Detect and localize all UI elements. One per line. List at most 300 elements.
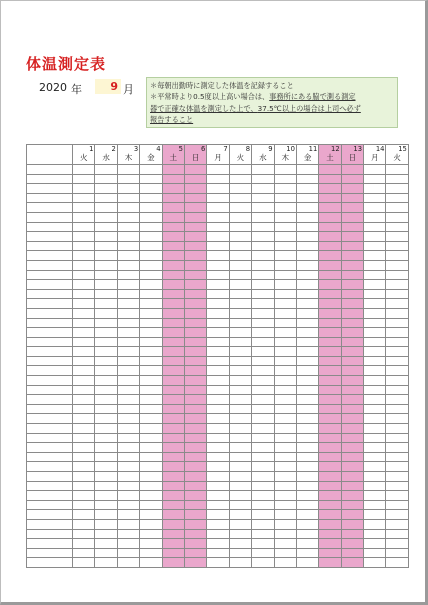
temperature-cell[interactable] [73, 270, 95, 280]
temperature-cell[interactable] [184, 251, 206, 261]
name-cell[interactable] [27, 328, 73, 338]
temperature-cell[interactable] [117, 251, 139, 261]
temperature-cell[interactable] [207, 452, 229, 462]
temperature-cell[interactable] [296, 481, 318, 491]
temperature-cell[interactable] [117, 318, 139, 328]
name-cell[interactable] [27, 424, 73, 434]
temperature-cell[interactable] [296, 539, 318, 549]
temperature-cell[interactable] [207, 424, 229, 434]
temperature-cell[interactable] [274, 241, 296, 251]
temperature-cell[interactable] [341, 548, 363, 558]
temperature-cell[interactable] [207, 462, 229, 472]
temperature-cell[interactable] [73, 529, 95, 539]
temperature-cell[interactable] [162, 299, 184, 309]
temperature-cell[interactable] [140, 280, 162, 290]
temperature-cell[interactable] [184, 385, 206, 395]
temperature-cell[interactable] [274, 260, 296, 270]
temperature-cell[interactable] [319, 433, 341, 443]
temperature-cell[interactable] [207, 366, 229, 376]
name-cell[interactable] [27, 481, 73, 491]
temperature-cell[interactable] [73, 174, 95, 184]
temperature-cell[interactable] [140, 404, 162, 414]
temperature-cell[interactable] [229, 193, 251, 203]
temperature-cell[interactable] [162, 548, 184, 558]
temperature-cell[interactable] [95, 184, 117, 194]
name-cell[interactable] [27, 308, 73, 318]
temperature-cell[interactable] [73, 347, 95, 357]
temperature-cell[interactable] [95, 308, 117, 318]
temperature-cell[interactable] [207, 510, 229, 520]
temperature-cell[interactable] [117, 260, 139, 270]
temperature-cell[interactable] [319, 289, 341, 299]
temperature-cell[interactable] [386, 308, 408, 318]
temperature-cell[interactable] [140, 385, 162, 395]
temperature-cell[interactable] [229, 424, 251, 434]
temperature-cell[interactable] [364, 241, 386, 251]
temperature-cell[interactable] [252, 174, 274, 184]
temperature-cell[interactable] [229, 404, 251, 414]
temperature-cell[interactable] [252, 385, 274, 395]
temperature-cell[interactable] [184, 203, 206, 213]
temperature-cell[interactable] [73, 481, 95, 491]
temperature-cell[interactable] [184, 337, 206, 347]
temperature-cell[interactable] [319, 241, 341, 251]
temperature-cell[interactable] [296, 366, 318, 376]
temperature-cell[interactable] [274, 433, 296, 443]
temperature-cell[interactable] [341, 318, 363, 328]
temperature-cell[interactable] [117, 491, 139, 501]
temperature-cell[interactable] [319, 481, 341, 491]
temperature-cell[interactable] [229, 491, 251, 501]
temperature-cell[interactable] [207, 529, 229, 539]
temperature-cell[interactable] [341, 222, 363, 232]
temperature-cell[interactable] [274, 385, 296, 395]
temperature-cell[interactable] [73, 203, 95, 213]
temperature-cell[interactable] [140, 328, 162, 338]
temperature-cell[interactable] [140, 337, 162, 347]
name-cell[interactable] [27, 337, 73, 347]
temperature-cell[interactable] [207, 539, 229, 549]
temperature-cell[interactable] [117, 366, 139, 376]
temperature-cell[interactable] [73, 491, 95, 501]
temperature-cell[interactable] [140, 510, 162, 520]
temperature-cell[interactable] [386, 529, 408, 539]
temperature-cell[interactable] [386, 270, 408, 280]
temperature-cell[interactable] [274, 548, 296, 558]
temperature-cell[interactable] [207, 385, 229, 395]
temperature-cell[interactable] [184, 270, 206, 280]
temperature-cell[interactable] [140, 260, 162, 270]
temperature-cell[interactable] [117, 443, 139, 453]
temperature-cell[interactable] [296, 433, 318, 443]
temperature-cell[interactable] [162, 337, 184, 347]
temperature-cell[interactable] [229, 452, 251, 462]
temperature-cell[interactable] [162, 347, 184, 357]
name-cell[interactable] [27, 366, 73, 376]
temperature-cell[interactable] [184, 212, 206, 222]
temperature-cell[interactable] [386, 222, 408, 232]
temperature-cell[interactable] [252, 222, 274, 232]
name-cell[interactable] [27, 260, 73, 270]
temperature-cell[interactable] [296, 222, 318, 232]
temperature-cell[interactable] [162, 328, 184, 338]
temperature-cell[interactable] [162, 376, 184, 386]
temperature-cell[interactable] [117, 510, 139, 520]
temperature-cell[interactable] [117, 212, 139, 222]
temperature-cell[interactable] [73, 539, 95, 549]
temperature-cell[interactable] [117, 174, 139, 184]
temperature-cell[interactable] [386, 510, 408, 520]
temperature-cell[interactable] [207, 280, 229, 290]
temperature-cell[interactable] [341, 251, 363, 261]
temperature-cell[interactable] [207, 558, 229, 568]
temperature-cell[interactable] [162, 510, 184, 520]
temperature-cell[interactable] [364, 404, 386, 414]
temperature-cell[interactable] [296, 395, 318, 405]
temperature-cell[interactable] [207, 203, 229, 213]
temperature-cell[interactable] [364, 289, 386, 299]
temperature-cell[interactable] [117, 376, 139, 386]
temperature-cell[interactable] [207, 193, 229, 203]
temperature-cell[interactable] [296, 529, 318, 539]
temperature-cell[interactable] [296, 424, 318, 434]
temperature-cell[interactable] [274, 289, 296, 299]
temperature-cell[interactable] [140, 270, 162, 280]
temperature-cell[interactable] [319, 395, 341, 405]
temperature-cell[interactable] [364, 519, 386, 529]
temperature-cell[interactable] [207, 328, 229, 338]
temperature-cell[interactable] [140, 184, 162, 194]
temperature-cell[interactable] [252, 481, 274, 491]
temperature-cell[interactable] [274, 510, 296, 520]
temperature-cell[interactable] [319, 222, 341, 232]
temperature-cell[interactable] [73, 299, 95, 309]
temperature-cell[interactable] [117, 222, 139, 232]
temperature-cell[interactable] [341, 193, 363, 203]
name-cell[interactable] [27, 203, 73, 213]
temperature-cell[interactable] [140, 433, 162, 443]
temperature-cell[interactable] [184, 481, 206, 491]
temperature-cell[interactable] [184, 184, 206, 194]
temperature-cell[interactable] [95, 366, 117, 376]
temperature-cell[interactable] [162, 395, 184, 405]
temperature-cell[interactable] [162, 165, 184, 175]
temperature-cell[interactable] [364, 280, 386, 290]
temperature-cell[interactable] [364, 203, 386, 213]
temperature-cell[interactable] [341, 404, 363, 414]
temperature-cell[interactable] [184, 472, 206, 482]
temperature-cell[interactable] [319, 376, 341, 386]
temperature-cell[interactable] [386, 203, 408, 213]
temperature-cell[interactable] [341, 500, 363, 510]
temperature-cell[interactable] [207, 548, 229, 558]
temperature-cell[interactable] [386, 395, 408, 405]
temperature-cell[interactable] [73, 260, 95, 270]
temperature-cell[interactable] [319, 519, 341, 529]
temperature-cell[interactable] [73, 385, 95, 395]
temperature-cell[interactable] [386, 500, 408, 510]
temperature-cell[interactable] [319, 472, 341, 482]
temperature-cell[interactable] [140, 193, 162, 203]
temperature-cell[interactable] [296, 558, 318, 568]
temperature-cell[interactable] [386, 376, 408, 386]
temperature-cell[interactable] [274, 232, 296, 242]
temperature-cell[interactable] [229, 270, 251, 280]
temperature-cell[interactable] [140, 491, 162, 501]
temperature-cell[interactable] [274, 174, 296, 184]
temperature-cell[interactable] [341, 462, 363, 472]
temperature-cell[interactable] [274, 404, 296, 414]
temperature-cell[interactable] [364, 174, 386, 184]
temperature-cell[interactable] [184, 443, 206, 453]
temperature-cell[interactable] [364, 491, 386, 501]
temperature-cell[interactable] [386, 318, 408, 328]
temperature-cell[interactable] [162, 184, 184, 194]
temperature-cell[interactable] [95, 280, 117, 290]
temperature-cell[interactable] [73, 251, 95, 261]
temperature-cell[interactable] [140, 203, 162, 213]
name-cell[interactable] [27, 251, 73, 261]
temperature-cell[interactable] [252, 193, 274, 203]
temperature-cell[interactable] [319, 328, 341, 338]
temperature-cell[interactable] [140, 481, 162, 491]
temperature-cell[interactable] [162, 481, 184, 491]
temperature-cell[interactable] [73, 452, 95, 462]
temperature-cell[interactable] [319, 318, 341, 328]
temperature-cell[interactable] [117, 337, 139, 347]
temperature-cell[interactable] [252, 558, 274, 568]
name-cell[interactable] [27, 443, 73, 453]
temperature-cell[interactable] [319, 337, 341, 347]
temperature-cell[interactable] [229, 366, 251, 376]
temperature-cell[interactable] [386, 481, 408, 491]
temperature-cell[interactable] [207, 270, 229, 280]
temperature-cell[interactable] [73, 366, 95, 376]
temperature-cell[interactable] [274, 193, 296, 203]
temperature-cell[interactable] [296, 203, 318, 213]
temperature-cell[interactable] [319, 452, 341, 462]
temperature-cell[interactable] [274, 424, 296, 434]
temperature-cell[interactable] [252, 433, 274, 443]
temperature-cell[interactable] [364, 366, 386, 376]
temperature-cell[interactable] [73, 280, 95, 290]
temperature-cell[interactable] [252, 212, 274, 222]
temperature-cell[interactable] [386, 558, 408, 568]
temperature-cell[interactable] [95, 472, 117, 482]
temperature-cell[interactable] [319, 299, 341, 309]
temperature-cell[interactable] [319, 232, 341, 242]
temperature-cell[interactable] [386, 433, 408, 443]
temperature-cell[interactable] [319, 443, 341, 453]
temperature-cell[interactable] [95, 337, 117, 347]
temperature-cell[interactable] [386, 289, 408, 299]
name-cell[interactable] [27, 385, 73, 395]
temperature-cell[interactable] [364, 212, 386, 222]
temperature-cell[interactable] [296, 376, 318, 386]
temperature-cell[interactable] [274, 251, 296, 261]
name-cell[interactable] [27, 222, 73, 232]
temperature-cell[interactable] [117, 519, 139, 529]
temperature-cell[interactable] [296, 241, 318, 251]
temperature-cell[interactable] [229, 539, 251, 549]
temperature-cell[interactable] [95, 491, 117, 501]
temperature-cell[interactable] [319, 366, 341, 376]
temperature-cell[interactable] [162, 366, 184, 376]
temperature-cell[interactable] [386, 519, 408, 529]
temperature-cell[interactable] [95, 452, 117, 462]
temperature-cell[interactable] [274, 318, 296, 328]
temperature-cell[interactable] [386, 251, 408, 261]
temperature-cell[interactable] [95, 212, 117, 222]
temperature-cell[interactable] [386, 232, 408, 242]
temperature-cell[interactable] [207, 232, 229, 242]
temperature-cell[interactable] [364, 347, 386, 357]
temperature-cell[interactable] [386, 184, 408, 194]
name-cell[interactable] [27, 280, 73, 290]
name-cell[interactable] [27, 462, 73, 472]
temperature-cell[interactable] [319, 260, 341, 270]
temperature-cell[interactable] [95, 385, 117, 395]
temperature-cell[interactable] [274, 347, 296, 357]
temperature-cell[interactable] [341, 452, 363, 462]
name-cell[interactable] [27, 270, 73, 280]
temperature-cell[interactable] [162, 232, 184, 242]
temperature-cell[interactable] [274, 414, 296, 424]
temperature-cell[interactable] [184, 222, 206, 232]
temperature-cell[interactable] [162, 472, 184, 482]
temperature-cell[interactable] [95, 165, 117, 175]
temperature-cell[interactable] [319, 193, 341, 203]
temperature-cell[interactable] [140, 308, 162, 318]
temperature-cell[interactable] [252, 462, 274, 472]
temperature-cell[interactable] [117, 472, 139, 482]
temperature-cell[interactable] [364, 529, 386, 539]
temperature-cell[interactable] [95, 414, 117, 424]
temperature-cell[interactable] [162, 289, 184, 299]
temperature-cell[interactable] [117, 500, 139, 510]
temperature-cell[interactable] [386, 260, 408, 270]
temperature-cell[interactable] [319, 529, 341, 539]
temperature-cell[interactable] [341, 328, 363, 338]
temperature-cell[interactable] [364, 424, 386, 434]
temperature-cell[interactable] [364, 260, 386, 270]
temperature-cell[interactable] [207, 414, 229, 424]
temperature-cell[interactable] [274, 462, 296, 472]
temperature-cell[interactable] [296, 299, 318, 309]
temperature-cell[interactable] [274, 337, 296, 347]
temperature-cell[interactable] [184, 193, 206, 203]
temperature-cell[interactable] [229, 251, 251, 261]
temperature-cell[interactable] [140, 232, 162, 242]
temperature-cell[interactable] [184, 328, 206, 338]
temperature-cell[interactable] [229, 558, 251, 568]
temperature-cell[interactable] [207, 519, 229, 529]
temperature-cell[interactable] [184, 308, 206, 318]
temperature-cell[interactable] [386, 548, 408, 558]
temperature-cell[interactable] [386, 299, 408, 309]
temperature-cell[interactable] [162, 433, 184, 443]
temperature-cell[interactable] [184, 395, 206, 405]
temperature-cell[interactable] [73, 395, 95, 405]
temperature-cell[interactable] [162, 174, 184, 184]
temperature-cell[interactable] [73, 165, 95, 175]
temperature-cell[interactable] [252, 356, 274, 366]
temperature-cell[interactable] [207, 491, 229, 501]
temperature-cell[interactable] [386, 452, 408, 462]
temperature-cell[interactable] [229, 414, 251, 424]
temperature-cell[interactable] [252, 443, 274, 453]
name-cell[interactable] [27, 433, 73, 443]
temperature-cell[interactable] [296, 472, 318, 482]
temperature-cell[interactable] [95, 510, 117, 520]
temperature-cell[interactable] [207, 433, 229, 443]
temperature-cell[interactable] [162, 491, 184, 501]
temperature-cell[interactable] [296, 193, 318, 203]
temperature-cell[interactable] [95, 232, 117, 242]
name-cell[interactable] [27, 395, 73, 405]
temperature-cell[interactable] [140, 174, 162, 184]
temperature-cell[interactable] [95, 376, 117, 386]
temperature-cell[interactable] [117, 395, 139, 405]
temperature-cell[interactable] [341, 395, 363, 405]
temperature-cell[interactable] [184, 376, 206, 386]
temperature-cell[interactable] [386, 241, 408, 251]
temperature-cell[interactable] [319, 165, 341, 175]
temperature-cell[interactable] [364, 356, 386, 366]
temperature-cell[interactable] [296, 548, 318, 558]
temperature-cell[interactable] [341, 366, 363, 376]
temperature-cell[interactable] [73, 193, 95, 203]
temperature-cell[interactable] [140, 529, 162, 539]
temperature-cell[interactable] [296, 347, 318, 357]
temperature-cell[interactable] [184, 280, 206, 290]
temperature-cell[interactable] [274, 222, 296, 232]
temperature-cell[interactable] [341, 270, 363, 280]
temperature-cell[interactable] [162, 203, 184, 213]
temperature-cell[interactable] [364, 385, 386, 395]
temperature-cell[interactable] [274, 184, 296, 194]
temperature-cell[interactable] [319, 414, 341, 424]
temperature-cell[interactable] [73, 328, 95, 338]
temperature-cell[interactable] [364, 539, 386, 549]
temperature-cell[interactable] [296, 328, 318, 338]
temperature-cell[interactable] [319, 280, 341, 290]
temperature-cell[interactable] [386, 414, 408, 424]
temperature-cell[interactable] [184, 289, 206, 299]
temperature-cell[interactable] [162, 193, 184, 203]
temperature-cell[interactable] [319, 510, 341, 520]
temperature-cell[interactable] [319, 558, 341, 568]
temperature-cell[interactable] [117, 299, 139, 309]
temperature-cell[interactable] [296, 289, 318, 299]
temperature-cell[interactable] [117, 165, 139, 175]
temperature-cell[interactable] [341, 337, 363, 347]
temperature-cell[interactable] [296, 280, 318, 290]
name-cell[interactable] [27, 404, 73, 414]
temperature-cell[interactable] [252, 472, 274, 482]
temperature-cell[interactable] [274, 356, 296, 366]
temperature-cell[interactable] [117, 548, 139, 558]
temperature-cell[interactable] [207, 443, 229, 453]
temperature-cell[interactable] [140, 519, 162, 529]
temperature-cell[interactable] [319, 462, 341, 472]
temperature-cell[interactable] [207, 481, 229, 491]
temperature-cell[interactable] [117, 404, 139, 414]
temperature-cell[interactable] [341, 308, 363, 318]
temperature-cell[interactable] [364, 472, 386, 482]
temperature-cell[interactable] [73, 404, 95, 414]
temperature-cell[interactable] [95, 174, 117, 184]
